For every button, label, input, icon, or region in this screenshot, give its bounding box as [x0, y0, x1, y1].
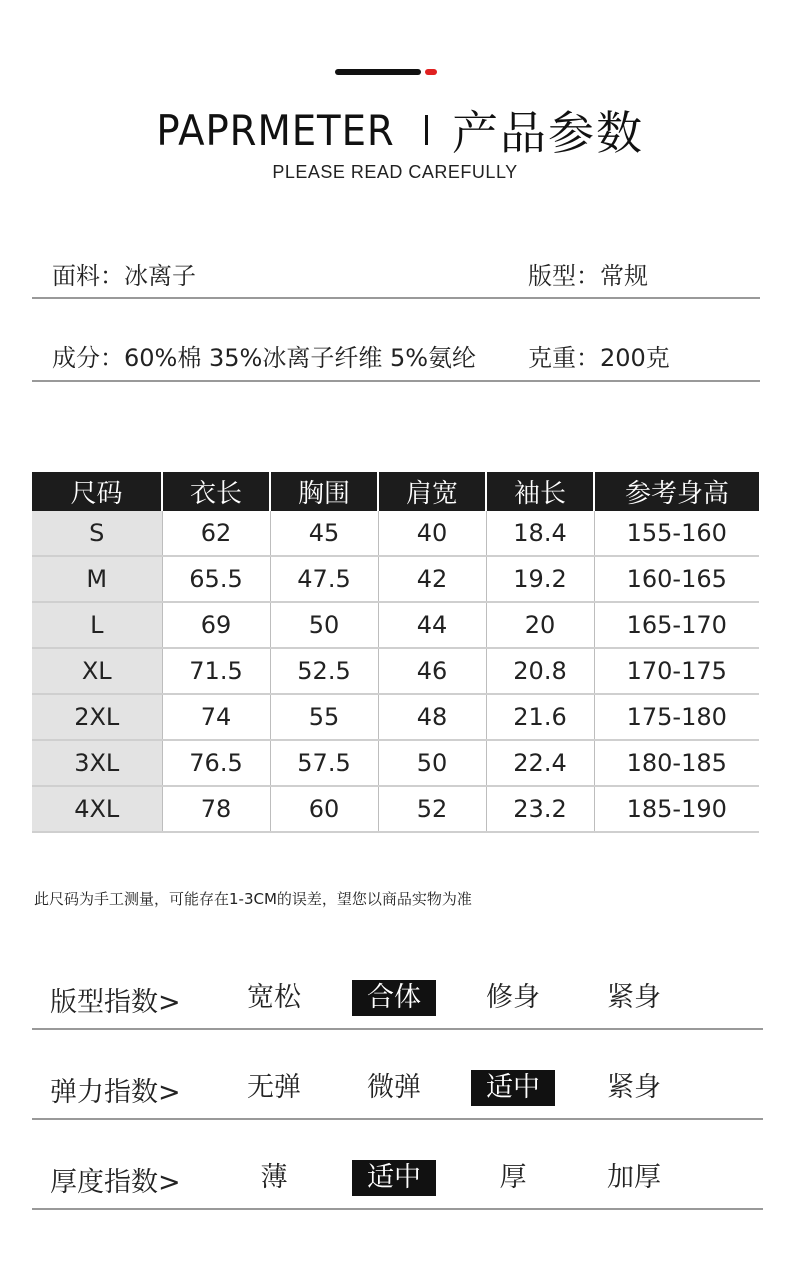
fit-index-row [32, 968, 763, 1030]
spec-weight: 克重：200克 [528, 344, 670, 372]
header-sleeve: 袖长 [486, 472, 594, 511]
cell-chest: 60 [270, 786, 378, 832]
thickness-index-label: 厚度指数> [50, 1167, 181, 1198]
title-chinese: 产品参数 [452, 106, 645, 160]
spec-fit: 版型：常规 [528, 262, 648, 290]
fit-option-loose: 宽松 [247, 982, 301, 1013]
table-row [32, 602, 759, 648]
cell-sleeve: 21.6 [486, 694, 594, 740]
thickness-index-row [32, 1148, 763, 1210]
cell-length: 76.5 [162, 740, 270, 786]
cell-height: 165-170 [594, 602, 759, 648]
cell-chest: 45 [270, 511, 378, 556]
cell-sleeve: 20.8 [486, 648, 594, 694]
header-shoulder: 肩宽 [378, 472, 486, 511]
table-row [32, 786, 759, 832]
spec-row-composition [32, 334, 760, 382]
cell-size: XL [32, 648, 162, 694]
title-separator [425, 115, 428, 145]
measurement-note: 此尺码为手工测量，可能存在1-3CM的误差，望您以商品实物为准 [34, 890, 472, 908]
page-subtitle: PLEASE READ CAREFULLY [272, 162, 518, 182]
cell-shoulder: 44 [378, 602, 486, 648]
cell-height: 185-190 [594, 786, 759, 832]
cell-sleeve: 18.4 [486, 511, 594, 556]
spec-fabric: 面料：冰离子 [52, 262, 196, 290]
cell-height: 155-160 [594, 511, 759, 556]
spec-composition: 成分：60%棉 35%冰离子纤维 5%氨纶 [52, 344, 477, 372]
title-english: PAPRMETER [156, 105, 395, 155]
cell-shoulder: 46 [378, 648, 486, 694]
header-decor-bar [335, 69, 421, 75]
cell-shoulder: 48 [378, 694, 486, 740]
cell-size: 3XL [32, 740, 162, 786]
cell-height: 175-180 [594, 694, 759, 740]
stretch-option-slight: 微弹 [367, 1072, 421, 1103]
header-decor-dot [425, 69, 437, 75]
cell-height: 160-165 [594, 556, 759, 602]
cell-size: 2XL [32, 694, 162, 740]
table-row [32, 556, 759, 602]
header-height: 参考身高 [594, 472, 759, 511]
cell-chest: 55 [270, 694, 378, 740]
thickness-option-thick: 厚 [499, 1162, 527, 1193]
fit-index-label: 版型指数> [50, 987, 181, 1018]
spec-row-fabric [32, 252, 760, 299]
cell-chest: 57.5 [270, 740, 378, 786]
stretch-index-label: 弹力指数> [50, 1077, 181, 1108]
cell-size: S [32, 511, 162, 556]
cell-sleeve: 22.4 [486, 740, 594, 786]
cell-size: 4XL [32, 786, 162, 832]
fit-option-regular: 合体 [352, 980, 436, 1016]
cell-length: 74 [162, 694, 270, 740]
table-row [32, 511, 759, 556]
cell-length: 62 [162, 511, 270, 556]
cell-length: 71.5 [162, 648, 270, 694]
table-row [32, 740, 759, 786]
thickness-option-moderate: 适中 [352, 1160, 436, 1196]
fit-option-tight: 紧身 [607, 982, 661, 1013]
header-size: 尺码 [32, 472, 162, 511]
thickness-option-extra-thick: 加厚 [607, 1162, 661, 1193]
cell-height: 180-185 [594, 740, 759, 786]
size-table [32, 472, 759, 833]
header-length: 衣长 [162, 472, 270, 511]
page-title [0, 100, 790, 160]
table-row [32, 648, 759, 694]
cell-chest: 52.5 [270, 648, 378, 694]
cell-height: 170-175 [594, 648, 759, 694]
cell-length: 78 [162, 786, 270, 832]
stretch-option-none: 无弹 [247, 1072, 301, 1103]
stretch-option-tight: 紧身 [607, 1072, 661, 1103]
cell-shoulder: 52 [378, 786, 486, 832]
cell-length: 65.5 [162, 556, 270, 602]
cell-shoulder: 50 [378, 740, 486, 786]
cell-chest: 50 [270, 602, 378, 648]
cell-sleeve: 23.2 [486, 786, 594, 832]
cell-size: M [32, 556, 162, 602]
cell-shoulder: 42 [378, 556, 486, 602]
cell-sleeve: 20 [486, 602, 594, 648]
header-chest: 胸围 [270, 472, 378, 511]
fit-option-slim: 修身 [486, 982, 540, 1013]
cell-chest: 47.5 [270, 556, 378, 602]
stretch-index-row [32, 1058, 763, 1120]
stretch-option-moderate: 适中 [471, 1070, 555, 1106]
cell-size: L [32, 602, 162, 648]
cell-length: 69 [162, 602, 270, 648]
size-table-header [32, 472, 759, 511]
cell-sleeve: 19.2 [486, 556, 594, 602]
table-row [32, 694, 759, 740]
thickness-option-thin: 薄 [260, 1162, 288, 1193]
cell-shoulder: 40 [378, 511, 486, 556]
